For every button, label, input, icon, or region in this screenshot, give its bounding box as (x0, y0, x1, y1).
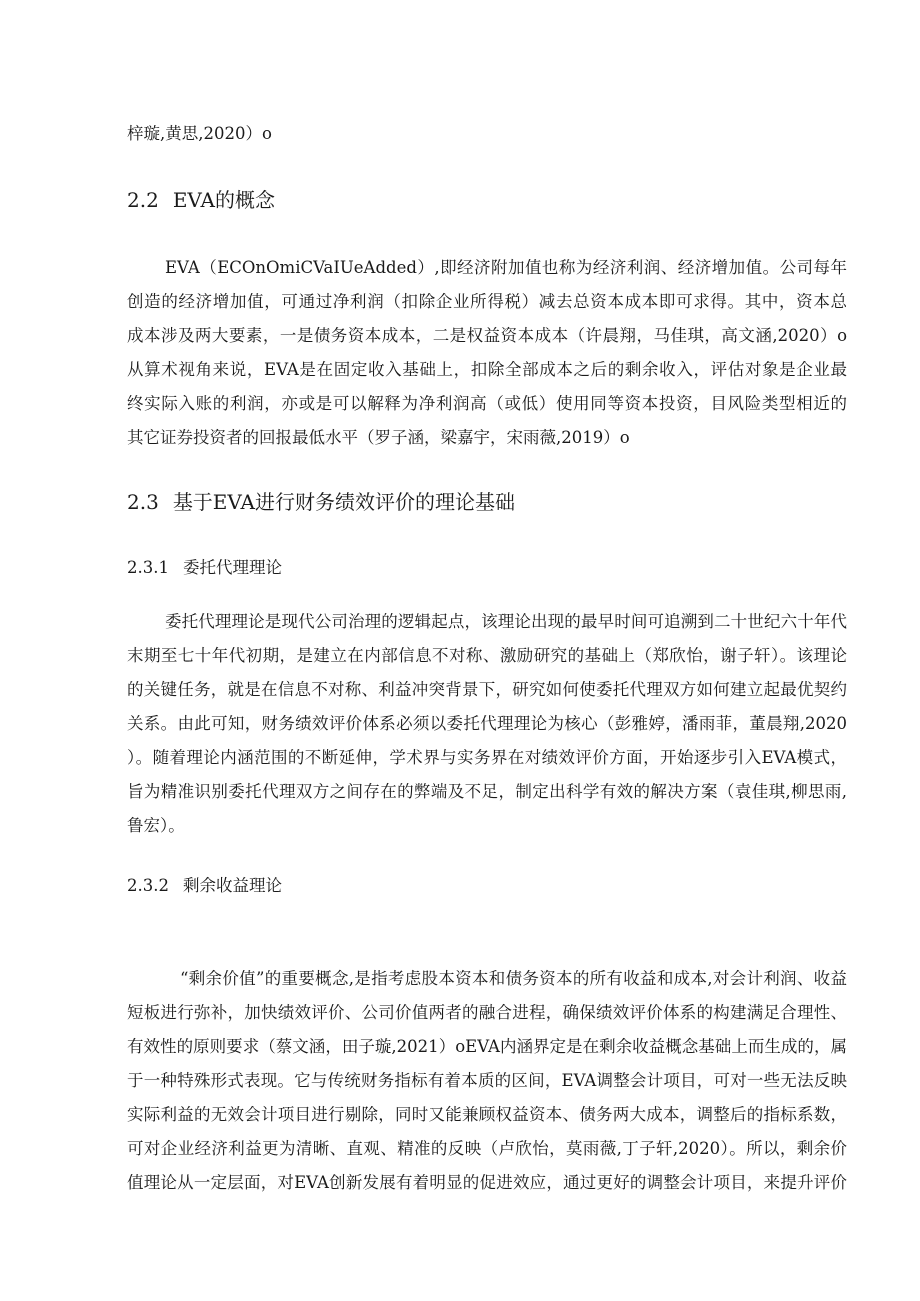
subsection-2-3-1-heading (127, 557, 282, 579)
paragraph-line: 末期至七十年代初期，是建立在内部信息不对称、激励研究的基础上（郑欣怡，谢子轩）。该理论 (127, 646, 847, 665)
paragraph-line: 旨为精准识别委托代理双方之间存在的弊端及不足，制定出科学有效的解决方案（袁佳琪,柳思雨, (127, 782, 847, 801)
paragraph-line: 于一种特殊形式表现。它与传统财务指标有着本质的区间，EVA调整会计项目，可对一些无法反映 (127, 1071, 847, 1090)
continued-citation-line: 梓璇,黄思,2020）o (127, 124, 272, 143)
section-number: 2.3 (127, 490, 159, 514)
paragraph-line: 短板进行弥补，加快绩效评价、公司价值两者的融合进程，确保绩效评价体系的构建满足合理性、 (127, 1003, 847, 1022)
paragraph-line: 委托代理理论是现代公司治理的逻辑起点，该理论出现的最早时间可追溯到二十世纪六十年代 (165, 612, 847, 631)
paragraph-line: 成本涉及两大要素，一是债务资本成本，二是权益资本成本（许晨翔，马佳琪，高文涵,2020）o (127, 326, 847, 345)
paragraph-line: “剩余价值”的重要概念,是指考虑股本资本和债务资本的所有收益和成本,对会计利润、收益 (180, 969, 847, 988)
subsection-title: 委托代理理论 (182, 558, 282, 577)
paragraph-line: 关系。由此可知，财务绩效评价体系必须以委托代理理论为核心（彭雅婷，潘雨菲，董晨翔,2020 (127, 714, 847, 733)
section-2-2-heading (127, 186, 275, 214)
section-number: 2.2 (127, 188, 159, 212)
paragraph-line: EVA（ECOnOmiCVaIUeAdded）,即经济附加值也称为经济利润、经济增加值。公司每年 (165, 258, 847, 277)
paragraph-line: 可对企业经济利益更为清晰、直观、精准的反映（卢欣怡，莫雨薇,丁子轩,2020）。所以，剩余价 (127, 1139, 847, 1158)
paragraph-line: 鲁宏）。 (127, 816, 185, 835)
section-2-3-heading (127, 488, 515, 516)
subsection-2-3-2-heading (127, 875, 282, 897)
paragraph-line: ）。随着理论内涵范围的不断延伸，学术界与实务界在对绩效评价方面，开始逐步引入EVA模式， (127, 748, 847, 767)
subsection-title: 剩余收益理论 (182, 876, 282, 895)
section-title: EVA的概念 (172, 188, 275, 212)
section-title: 基于EVA进行财务绩效评价的理论基础 (172, 490, 515, 514)
subsection-number: 2.3.1 (127, 558, 169, 577)
paragraph-line: 从算术视角来说，EVA是在固定收入基础上，扣除全部成本之后的剩余收入，评估对象是企业最 (127, 360, 847, 379)
paragraph-line: 的关键任务，就是在信息不对称、利益冲突背景下，研究如何使委托代理双方如何建立起最优契约 (127, 680, 847, 699)
paragraph-line: 值理论从一定层面，对EVA创新发展有着明显的促进效应，通过更好的调整会计项目，来提升评价 (127, 1173, 847, 1192)
paragraph-line: 实际利益的无效会计项目进行剔除，同时又能兼顾权益资本、债务两大成本，调整后的指标系数， (127, 1105, 847, 1124)
paragraph-line: 终实际入账的利润，亦或是可以解释为净利润高（或低）使用同等资本投资，目风险类型相近的 (127, 394, 847, 413)
paragraph-line: 有效性的原则要求（蔡文涵，田子璇,2021）oEVA内涵界定是在剩余收益概念基础上而生成的，属 (127, 1037, 847, 1056)
paragraph-line: 其它证券投资者的回报最低水平（罗子涵，梁嘉宇，宋雨薇,2019）o (127, 428, 630, 447)
paragraph-line: 创造的经济增加值，可通过净利润（扣除企业所得税）减去总资本成本即可求得。其中，资本总 (127, 292, 847, 311)
subsection-number: 2.3.2 (127, 876, 169, 895)
